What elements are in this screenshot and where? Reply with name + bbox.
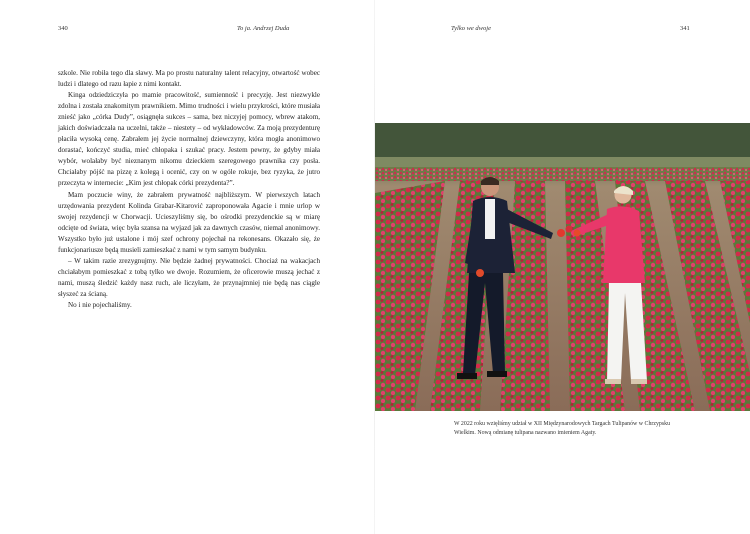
page-number: 341 [680, 25, 690, 32]
paragraph: szkole. Nie robiła tego dla sławy. Ma po prostu naturalny talent relacyjny, otwartość wobec ludzi i dlatego od razu łapie z nimi kontakt. [58, 69, 320, 89]
paragraph: Mam poczucie winy, że zabrałem prywatność najbliższym. W pierwszych latach urzędowania prezydent Kolinda Grabar-Kitarović zaproponowała Agacie i mnie urlop w swojej rezydencji w Chorwacji. Ucieszyliśmy się, bo ośrodki prezydenckie są w miarę odcięte od świata, więc była szansa na wyjazd jak za dawnych czasów, niemal anonimowy. Wszystko było już ustalone i mój szef ochrony pojechał na rekonesans. Okazało się, że funkcjonariusze będą musieli zamieszkać z nami w tym samym budynku. [58, 190, 320, 254]
page-number: 340 [58, 25, 68, 32]
paragraph: – W takim razie zrezygnujmy. Nie będzie żadnej prywatności. Chociaż na wakacjach chciałabym pomieszkać z tobą tylko we dwoje. Rozumiem, że oficerowie muszą jechać z nami, muszą śledzić każdy nasz ruch, ale liczyłam, że przynajmniej nie będą nas ciągle słyszeć za ścianą. [58, 256, 320, 298]
paragraph: No i nie pojechaliśmy. [68, 300, 132, 309]
body-text [58, 68, 320, 311]
paragraph: Kinga odziedziczyła po mamie pracowitość, sumienność i precyzję. Jest niezwykle zdolna i została znakomitym prawnikiem. Mimo trudności i wielu przykrości, które musiała znieść jako „córka Dudy”, osiągnęła sukces – sama, bez niczyjej pomocy, wbrew atakom, jakich doświadczała na uczelni, także – niestety – od wykładowców. Za moją prezydenturę płaciła wysoką cenę. Zabrałem jej życie normalnej dziewczyny, która mogła anonimowo dorastać, kończyć studia, mieć chłopaka i szukać pracy. Jestem pewny, że gdyby miała wybór, wolałaby być nieznanym nikomu dzieckiem szeregowego prawnika czy posła. Chciałaby pójść na pizzę z kolegą i ocenić, czy on w ogóle rokuje, bez ryzyka, że jutro przeczyta w internecie: „Kim jest chłopak córki prezydenta?”. [58, 91, 320, 188]
running-head: Tylko we dwoje [451, 25, 491, 32]
running-head: To ja. Andrzej Duda [237, 25, 290, 32]
right-page [375, 0, 750, 534]
photo-tulip-field [375, 123, 750, 411]
photo-illustration [375, 123, 750, 411]
photo-caption: W 2022 roku wzięliśmy udział w XII Międzynarodowych Targach Tulipanów w Chrzypsku Wielkim. Nową odmianę tulipana nazwano imieniem Agaty. [454, 421, 671, 436]
